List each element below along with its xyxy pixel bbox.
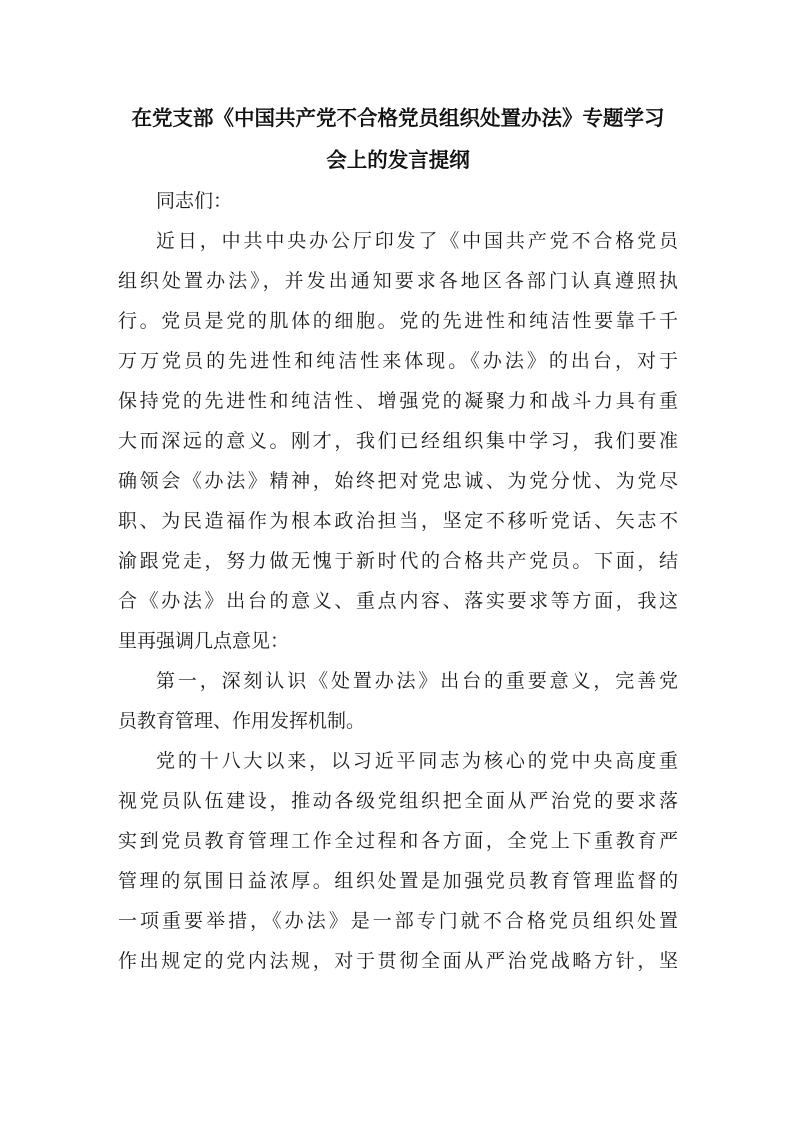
- text-line: 保持党的先进性和纯洁性、增强党的凝聚力和战斗力具有重: [118, 390, 678, 412]
- body-paragraph: [118, 221, 678, 661]
- text-line: 合《办法》出台的意义、重点内容、落实要求等方面，我这: [118, 590, 678, 612]
- text-line: 职、为民造福作为根本政治担当，坚定不移听党话、矢志不: [118, 510, 678, 532]
- text-line: 一项重要举措，《办法》是一部专门就不合格党员组织处置: [118, 910, 678, 932]
- text-line: 实到党员教育管理工作全过程和各方面，全党上下重教育严: [118, 830, 678, 852]
- body-paragraph: [118, 741, 678, 981]
- document-title: [118, 97, 678, 181]
- text-line: 大而深远的意义。刚才，我们已经组织集中学习，我们要准: [118, 430, 678, 452]
- section-heading-paragraph: [118, 661, 678, 741]
- document-body: [118, 181, 678, 981]
- salutation-paragraph: [118, 181, 678, 221]
- text-line: 作出规定的党内法规，对于贯彻全面从严治党战略方针，坚: [118, 950, 678, 972]
- text-line: 行。党员是党的肌体的细胞。党的先进性和纯洁性要靠千千: [118, 310, 678, 332]
- text-line: 渝跟党走，努力做无愧于新时代的合格共产党员。下面，结: [118, 550, 678, 572]
- text-line: 万万党员的先进性和纯洁性来体现。《办法》的出台，对于: [118, 350, 678, 372]
- text-line: 员教育管理、作用发挥机制。: [118, 710, 366, 732]
- text-line: 里再强调几点意见：: [118, 630, 290, 652]
- text-line: 组织处置办法》，并发出通知要求各地区各部门认真遵照执: [118, 270, 678, 292]
- text-line: 第一，深刻认识《处置办法》出台的重要意义，完善党: [156, 670, 678, 692]
- text-line: 确领会《办法》精神，始终把对党忠诚、为党分忧、为党尽: [118, 470, 678, 492]
- text-line: 视党员队伍建设，推动各级党组织把全面从严治党的要求落: [118, 790, 678, 812]
- title-line: 会上的发言提纲: [326, 148, 470, 172]
- text-line: 管理的氛围日益浓厚。组织处置是加强党员教育管理监督的: [118, 870, 678, 892]
- text-line: 近日，中共中央办公厅印发了《中国共产党不合格党员: [156, 230, 678, 252]
- text-line: 同志们：: [156, 190, 233, 212]
- text-line: 党的十八大以来，以习近平同志为核心的党中央高度重: [156, 750, 678, 772]
- title-line: 在党支部《中国共产党不合格党员组织处置办法》专题学习: [131, 106, 665, 130]
